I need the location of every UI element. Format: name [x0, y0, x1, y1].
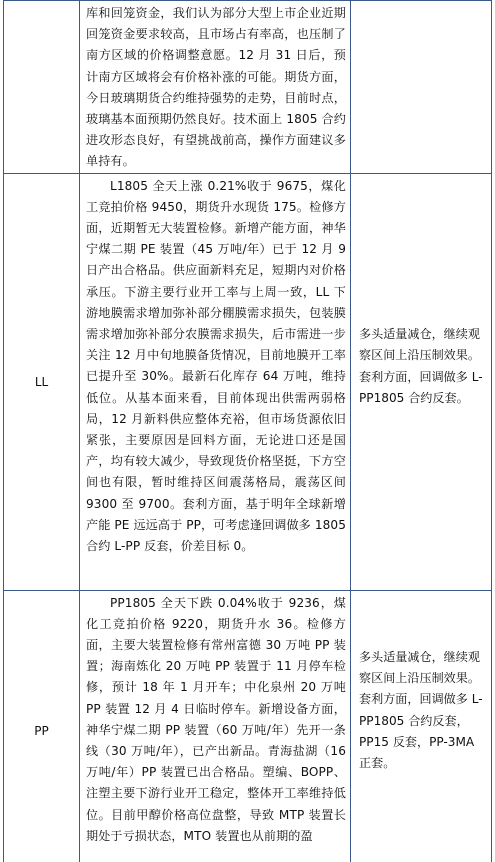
strategy-text-ll: 多头适量减仓，继续观察区间上沿压制效果。套利方面，回调做多 L-PP1805 合约反套。 [359, 327, 483, 405]
strategy-cell-pp [351, 590, 492, 862]
strategy-cell-ll [351, 173, 492, 590]
analysis-text-pp-content: PP1805 全天下跌 0.04%收于 9236，煤化工竞拍价格 9220，期货升水 36。检修方面，主要大装置检修有常州富德 30 万吨 PP 装置；海南炼化 20 万吨 PP 装置于 11 月停车检修，预计 18 年 1 月开车；中化泉州 20 万吨 PP 装置 12 月 4 日临时停车。新增设备方面，神华宁煤二期 PP 装置（60 万吨/年）先开一条线（30 万吨/年），已产出新品。青海盐湖（16 万吨/年）PP 装置已出合格品。塑编、BOPP、注塑主要下游行业开工稳定，整体开工率维持低位。目前甲醇价格高位盘整，导致 MTP 装置长期处于亏损状态，MTO 装置也从前期的盈 [86, 595, 346, 843]
analysis-text-ll [80, 174, 350, 558]
analysis-table [3, 0, 492, 862]
product-cell [4, 1, 80, 174]
product-cell-ll: LL [4, 173, 80, 590]
analysis-text-pp [80, 591, 350, 847]
analysis-cell [80, 1, 351, 174]
analysis-text: 库和回笼资金，我们认为部分大型上市企业近期回笼资金要求较高，且市场占有率高，也压制了南方区域的价格调整意愿。12 月 31 日后，预计南方区域将会有价格补涨的可能。期货方面，今日玻璃期货合约维持强势的走势，目前时点，玻璃基本面预期仍然良好。技术面上 1805 合约进攻形态良好，有望挑战前高，操作方面建议多单持有。 [86, 6, 346, 169]
table-row-glass-continued [4, 1, 492, 174]
analysis-cell-ll [80, 173, 351, 590]
analysis-text-ll-content: L1805 全天上涨 0.21%收于 9675，煤化工竞拍价格 9450，期货升水现货 175。检修方面，近期暂无大装置检修。新增产能方面，神华宁煤二期 PE 装置（45 万吨/年）已于 12 月 9 日产出合格品。供应面新料充足，短期内对价格承压。下游主要行业开工率与上周一致，LL 下游地膜需求增加弥补部分棚膜需求损失，包装膜需求增加弥补部分农膜需求损失，后市需进一步关注 12 月中旬地膜备货情况，目前地膜开工率已提升至 30%。最新石化库存 64 万吨，维持低位。从基本面来看，目前体现出供需两弱格局，12 月新料供应整体充裕，但市场货源依旧紧张，主要原因是回料方面，无论进口还是国产，均有较大减少，导致现货价格坚挺，下方空间也有限，暂时维持区间震荡格局，震荡区间 9300 至 9700。套利方面，基于明年全球新增产能 PE 远远高于 PP，可考虑逢回调做多 1805 合约 L-PP 反套，价差目标 0。 [86, 178, 346, 554]
strategy-cell [351, 1, 492, 174]
strategy-text-pp: 多头适量减仓，继续观察区间上沿压制效果。套利方面，回调做多 L-PP1805 合约反套，PP15 反套，PP-3MA 正套。 [359, 650, 483, 771]
product-cell-pp: PP [4, 590, 80, 862]
table-row-ll [4, 173, 492, 590]
table-row-pp [4, 590, 492, 862]
analysis-cell-pp [80, 590, 351, 862]
